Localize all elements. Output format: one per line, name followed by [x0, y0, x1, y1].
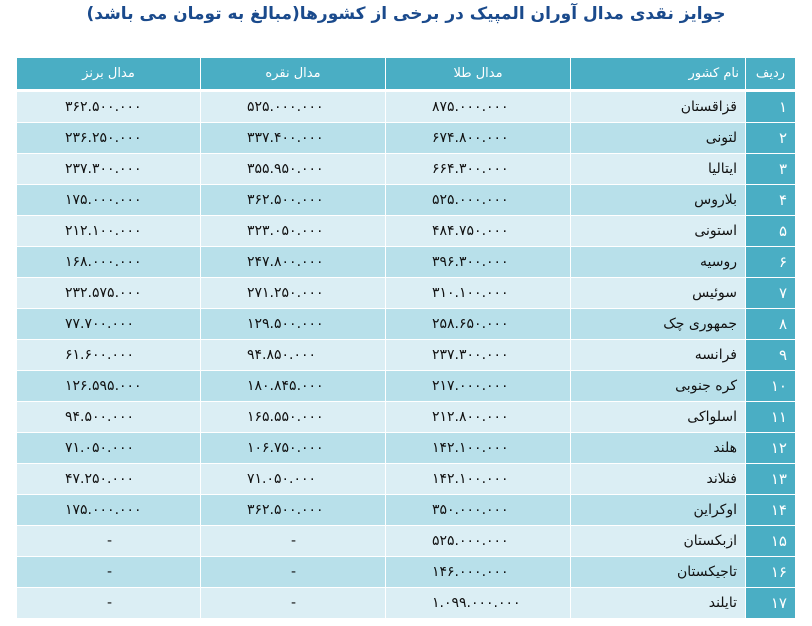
gold-prize: ۳۱۰.۱۰۰.۰۰۰: [386, 278, 571, 309]
silver-prize: ۳۶۲.۵۰۰.۰۰۰: [201, 495, 386, 526]
bronze-prize: ۷۱.۰۵۰.۰۰۰: [17, 433, 201, 464]
table-row: [17, 557, 796, 588]
table-row: [17, 464, 796, 495]
table-row: [17, 588, 796, 619]
silver-prize: -: [201, 526, 386, 557]
bronze-prize: ۲۳۶.۲۵۰.۰۰۰: [17, 123, 201, 154]
bronze-prize: ۳۶۲.۵۰۰.۰۰۰: [17, 92, 201, 123]
row-index: ۱۴: [746, 495, 796, 526]
row-index: ۷: [746, 278, 796, 309]
row-index: ۲: [746, 123, 796, 154]
gold-prize: ۸۷۵.۰۰۰.۰۰۰: [386, 92, 571, 123]
table-row: [17, 92, 796, 123]
row-index: ۱۲: [746, 433, 796, 464]
country-name: لتونی: [571, 123, 746, 154]
bronze-prize: ۱۶۸.۰۰۰.۰۰۰: [17, 247, 201, 278]
gold-prize: ۲۵۸.۶۵۰.۰۰۰: [386, 309, 571, 340]
header-gold: مدال طلا: [386, 58, 571, 89]
bronze-prize: ۲۳۷.۳۰۰.۰۰۰: [17, 154, 201, 185]
silver-prize: ۳۳۷.۴۰۰.۰۰۰: [201, 123, 386, 154]
bronze-prize: ۹۴.۵۰۰.۰۰۰: [17, 402, 201, 433]
gold-prize: ۱۴۲.۱۰۰.۰۰۰: [386, 464, 571, 495]
gold-prize: ۵۲۵.۰۰۰.۰۰۰: [386, 185, 571, 216]
bronze-prize: ۶۱.۶۰۰.۰۰۰: [17, 340, 201, 371]
country-name: سوئیس: [571, 278, 746, 309]
row-index: ۱: [746, 92, 796, 123]
header-index: ردیف: [746, 58, 796, 89]
table-row: [17, 216, 796, 247]
gold-prize: ۲۱۷.۰۰۰.۰۰۰: [386, 371, 571, 402]
gold-prize: ۶۷۴.۸۰۰.۰۰۰: [386, 123, 571, 154]
bronze-prize: ۲۳۲.۵۷۵.۰۰۰: [17, 278, 201, 309]
silver-prize: ۱۶۵.۵۵۰.۰۰۰: [201, 402, 386, 433]
bronze-prize: -: [17, 588, 201, 619]
gold-prize: ۱۴۲.۱۰۰.۰۰۰: [386, 433, 571, 464]
country-name: فنلاند: [571, 464, 746, 495]
table-row: [17, 247, 796, 278]
header-country: نام کشور: [571, 58, 746, 89]
gold-prize: ۲۱۲.۸۰۰.۰۰۰: [386, 402, 571, 433]
row-index: ۱۰: [746, 371, 796, 402]
country-name: ازبکستان: [571, 526, 746, 557]
silver-prize: ۱۸۰.۸۴۵.۰۰۰: [201, 371, 386, 402]
country-name: اسلواکی: [571, 402, 746, 433]
header-silver: مدال نقره: [201, 58, 386, 89]
header-bronze: مدال برنز: [17, 58, 201, 89]
table-row: [17, 185, 796, 216]
bronze-prize: ۱۲۶.۵۹۵.۰۰۰: [17, 371, 201, 402]
silver-prize: ۵۲۵.۰۰۰.۰۰۰: [201, 92, 386, 123]
gold-prize: ۴۸۴.۷۵۰.۰۰۰: [386, 216, 571, 247]
country-name: قزاقستان: [571, 92, 746, 123]
bronze-prize: ۲۱۲.۱۰۰.۰۰۰: [17, 216, 201, 247]
country-name: هلند: [571, 433, 746, 464]
row-index: ۴: [746, 185, 796, 216]
row-index: ۱۱: [746, 402, 796, 433]
country-name: کره جنوبی: [571, 371, 746, 402]
table-row: [17, 526, 796, 557]
bronze-prize: -: [17, 557, 201, 588]
row-index: ۱۷: [746, 588, 796, 619]
gold-prize: ۱۴۶.۰۰۰.۰۰۰: [386, 557, 571, 588]
table-row: [17, 154, 796, 185]
table-row: [17, 309, 796, 340]
country-name: فرانسه: [571, 340, 746, 371]
row-index: ۱۶: [746, 557, 796, 588]
silver-prize: ۲۴۷.۸۰۰.۰۰۰: [201, 247, 386, 278]
bronze-prize: ۱۷۵.۰۰۰.۰۰۰: [17, 185, 201, 216]
table-header-row: [17, 58, 796, 89]
bronze-prize: ۱۷۵.۰۰۰.۰۰۰: [17, 495, 201, 526]
country-name: روسیه: [571, 247, 746, 278]
country-name: استونی: [571, 216, 746, 247]
bronze-prize: ۷۷.۷۰۰.۰۰۰: [17, 309, 201, 340]
table-row: [17, 371, 796, 402]
country-name: اوکراین: [571, 495, 746, 526]
bronze-prize: ۴۷.۲۵۰.۰۰۰: [17, 464, 201, 495]
gold-prize: ۲۳۷.۳۰۰.۰۰۰: [386, 340, 571, 371]
table-row: [17, 402, 796, 433]
gold-prize: ۱.۰۹۹.۰۰۰.۰۰۰: [386, 588, 571, 619]
silver-prize: ۷۱.۰۵۰.۰۰۰: [201, 464, 386, 495]
country-name: تاجیکستان: [571, 557, 746, 588]
row-index: ۶: [746, 247, 796, 278]
row-index: ۱۳: [746, 464, 796, 495]
silver-prize: ۱۲۹.۵۰۰.۰۰۰: [201, 309, 386, 340]
country-name: بلاروس: [571, 185, 746, 216]
row-index: ۳: [746, 154, 796, 185]
table-row: [17, 340, 796, 371]
country-name: جمهوری چک: [571, 309, 746, 340]
silver-prize: -: [201, 557, 386, 588]
silver-prize: ۳۶۲.۵۰۰.۰۰۰: [201, 185, 386, 216]
bronze-prize: -: [17, 526, 201, 557]
row-index: ۵: [746, 216, 796, 247]
gold-prize: ۶۶۴.۳۰۰.۰۰۰: [386, 154, 571, 185]
silver-prize: ۹۴.۸۵۰.۰۰۰: [201, 340, 386, 371]
gold-prize: ۳۹۶.۳۰۰.۰۰۰: [386, 247, 571, 278]
row-index: ۸: [746, 309, 796, 340]
silver-prize: -: [201, 588, 386, 619]
table-row: [17, 278, 796, 309]
silver-prize: ۲۷۱.۲۵۰.۰۰۰: [201, 278, 386, 309]
table-row: [17, 123, 796, 154]
gold-prize: ۵۲۵.۰۰۰.۰۰۰: [386, 526, 571, 557]
gold-prize: ۳۵۰.۰۰۰.۰۰۰: [386, 495, 571, 526]
country-name: تایلند: [571, 588, 746, 619]
table-row: [17, 433, 796, 464]
row-index: ۹: [746, 340, 796, 371]
row-index: ۱۵: [746, 526, 796, 557]
country-name: ایتالیا: [571, 154, 746, 185]
table-body: [17, 92, 796, 619]
silver-prize: ۳۵۵.۹۵۰.۰۰۰: [201, 154, 386, 185]
table-row: [17, 495, 796, 526]
silver-prize: ۳۲۳.۰۵۰.۰۰۰: [201, 216, 386, 247]
medal-prize-table: [16, 58, 796, 619]
page-title: جوایز نقدی مدال آوران المپیک در برخی از کشورها(مبالغ به تومان می باشد): [86, 4, 726, 24]
silver-prize: ۱۰۶.۷۵۰.۰۰۰: [201, 433, 386, 464]
